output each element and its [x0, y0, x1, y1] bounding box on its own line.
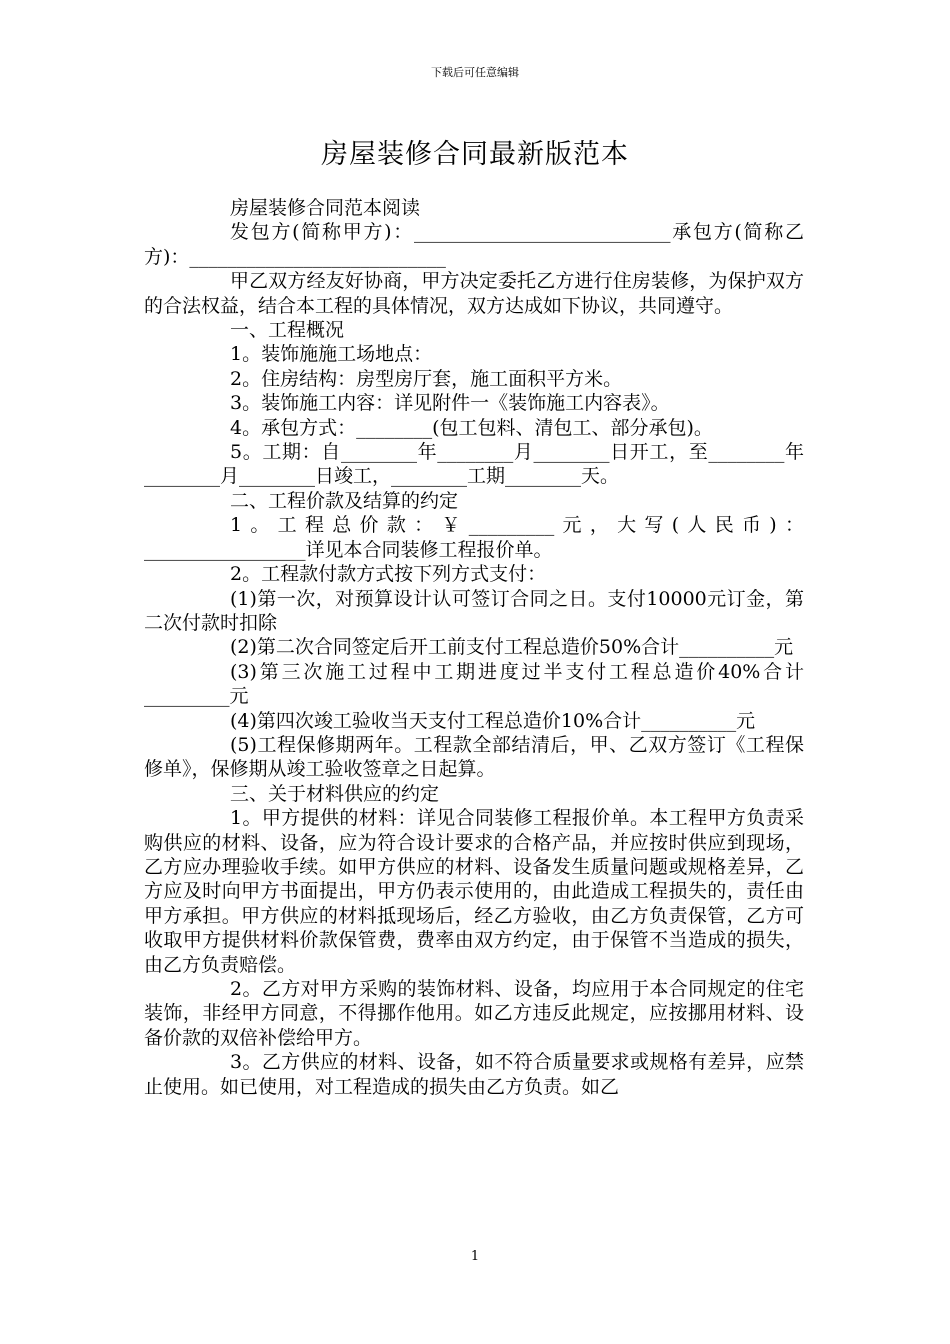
paragraph: (4)第四次竣工验收当天支付工程总造价10%合计__________元: [230, 709, 756, 732]
document-title: 房屋装修合同最新版范本: [321, 139, 629, 170]
section-heading: 三、关于材料供应的约定: [230, 782, 440, 805]
paragraph: 4。承包方式：________(包工包料、清包工、部分承包)。: [230, 416, 713, 439]
paragraph: (1)第一次，对预算设计认可签订合同之日。支付10000元订金，第二次付款时扣除: [144, 587, 804, 634]
paragraph: 3。乙方供应的材料、设备，如不符合质量要求或规格有差异，应禁止使用。如已使用，对工程造成的损失由乙方负责。如乙: [144, 1051, 804, 1098]
paragraph: 1。工程总价款：￥_________元，大写(人民币)：_________________详见本合同装修工程报价单。: [144, 514, 804, 561]
paragraph: 发包方(简称甲方)：___________________________承包方(简称乙方)：___________________________: [144, 221, 804, 268]
paragraph: 甲乙双方经友好协商，甲方决定委托乙方进行住房装修，为保护双方的合法权益，结合本工程的具体情况，双方达成如下协议，共同遵守。: [144, 270, 804, 317]
page-number: 1: [470, 1249, 480, 1264]
paragraph: 2。工程款付款方式按下列方式支付：: [230, 563, 547, 586]
document-body: [144, 196, 804, 1099]
paragraph: 1。装饰施施工场地点：: [230, 343, 433, 366]
page-header: 下载后可任意编辑: [431, 66, 519, 79]
paragraph: 2。乙方对甲方采购的装饰材料、设备，均应用于本合同规定的住宅装饰，非经甲方同意，不得挪作他用。如乙方违反此规定，应按挪用材料、设备价款的双倍补偿给甲方。: [144, 978, 804, 1049]
paragraph: 5。工期：自________年________月________日开工，至________年________月________日竣工，________工期________天。: [144, 441, 804, 488]
paragraph: 房屋装修合同范本阅读: [230, 197, 421, 219]
paragraph: 1。甲方提供的材料：详见合同装修工程报价单。本工程甲方负责采购供应的材料、设备，应为符合设计要求的合格产品，并应按时供应到现场，乙方应办理验收手续。如甲方供应的材料、设备发生质量问题或规格差异，乙方应及时向甲方书面提出，甲方仍表示使用的，由此造成工程损失的，责任由甲方承担。甲方供应的材料抵现场后，经乙方验收，由乙方负责保管，乙方可收取甲方提供材料价款保管费，费率由双方约定，由于保管不当造成的损失，由乙方负责赔偿。: [144, 807, 804, 976]
paragraph: 3。装饰施工内容：详见附件一《装饰施工内容表》。: [230, 392, 670, 415]
section-heading: 一、工程概况: [230, 319, 345, 342]
paragraph: (3)第三次施工过程中工期进度过半支付工程总造价40%合计_________元: [144, 660, 804, 708]
paragraph: 2。住房结构：房型房厅套，施工面积平方米。: [230, 367, 623, 390]
section-heading: 二、工程价款及结算的约定: [230, 489, 459, 512]
paragraph: (5)工程保修期两年。工程款全部结清后，甲、乙双方签订《工程保修单》，保修期从竣工验收签章之日起算。: [144, 733, 804, 781]
paragraph: (2)第二次合同签定后开工前支付工程总造价50%合计__________元: [230, 636, 794, 659]
